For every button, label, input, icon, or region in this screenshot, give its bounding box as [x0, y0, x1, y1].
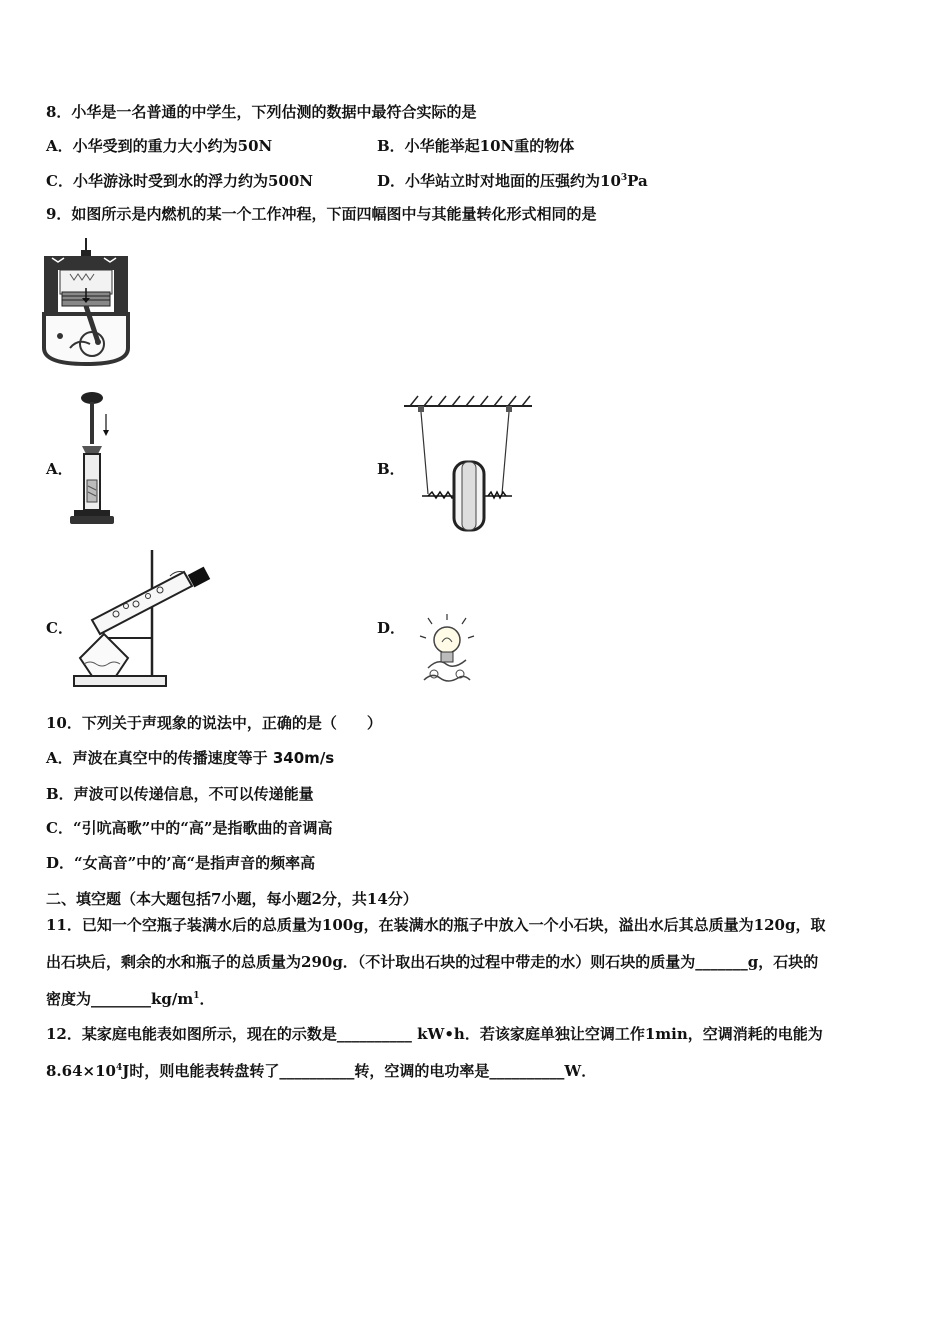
q10-stem: 10．下列关于声现象的说法中，正确的是（ ）: [46, 714, 382, 732]
q11-line2: 出石块后，剩余的水和瓶子的总质量为290g．（不计取出石块的过程中带走的水）则石块的质量为_______g，石块的: [46, 953, 819, 971]
q10-option-d: D．“女高音”中的’高“是指声音的频率高: [46, 854, 316, 872]
q9-option-a-label: A．: [46, 460, 73, 478]
engine-stroke-figure: [40, 236, 132, 368]
q9-option-b-figure: [402, 392, 534, 534]
q10-option-b: B．声波可以传递信息，不可以传递能量: [46, 785, 314, 803]
q9-option-c-figure: [70, 546, 216, 692]
q9-option-d-figure: [418, 612, 476, 690]
q8-stem: 8．小华是一名普通的中学生，下列估测的数据中最符合实际的是: [46, 103, 477, 121]
q11-line1: 11．已知一个空瓶子装满水后的总质量为100g，在装满水的瓶子中放入一个小石块，溢出水后其总质量为120g，取: [46, 916, 826, 934]
q9-option-c-label: C．: [46, 619, 73, 637]
q8-option-c: C．小华游泳时受到水的浮力约为500N: [46, 172, 313, 190]
q8-option-a: A．小华受到的重力大小约为50N: [46, 137, 273, 155]
q9-option-a-figure: [70, 390, 120, 530]
q10-option-a: A．声波在真空中的传播速度等于 340m/s: [46, 749, 335, 767]
q12-line1: 12．某家庭电能表如图所示，现在的示数是__________ kW•h．若该家庭单独让空调工作1min，空调消耗的电能为: [46, 1025, 823, 1043]
section2-heading: 二、填空题（本大题包括7小题，每小题2分，共14分）: [46, 890, 418, 908]
q9-option-b-label: B．: [377, 460, 405, 478]
q9-option-d-label: D．: [377, 619, 406, 637]
q10-option-c: C．“引吭高歌”中的“高”是指歌曲的音调高: [46, 819, 333, 837]
q8-option-d: D．小华站立时对地面的压强约为$10^3Pa$: [377, 172, 648, 190]
q12-line2: $8.64\times 10^4J$时，则电能表转盘转了__________转，空调的电功率是__________W．: [46, 1062, 597, 1080]
q9-stem: 9．如图所示是内燃机的某一个工作冲程，下面四幅图中与其能量转化形式相同的是: [46, 205, 597, 223]
q11-line3: 密度为$\_\_\_\_\_\_\_\_kg/m^1$．: [46, 990, 215, 1008]
q8-option-b: B．小华能举起10N重的物体: [377, 137, 575, 155]
